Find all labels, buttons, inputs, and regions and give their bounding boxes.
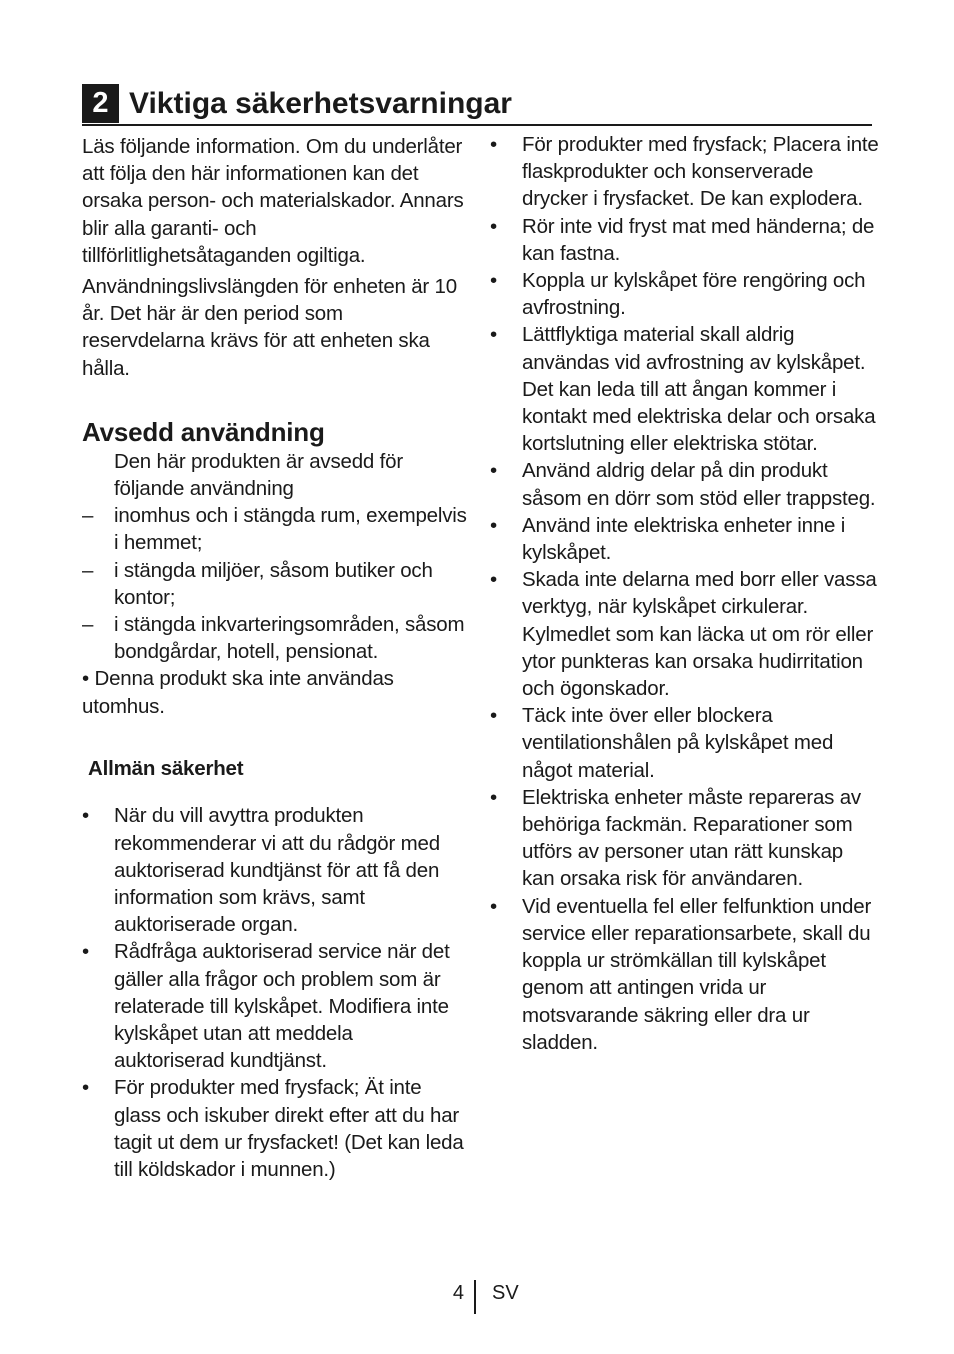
list-item-text: i stängda inkvarteringsområden, såsom bondgårdar, hotell, pensionat. <box>114 613 465 664</box>
list-item-text: inomhus och i stängda rum, exempelvis i hemmet; <box>114 504 467 555</box>
list-item-text: När du vill avyttra produkten rekommenderar vi att du rådgör med auktoriserad kundtjänst för att få den information som krävs, samt auktoriserade organ. <box>114 804 440 937</box>
bullet-marker: • <box>490 704 497 728</box>
list-item <box>490 321 880 457</box>
list-item-text: Rör inte vid fryst mat med händerna; de kan fastna. <box>522 214 875 265</box>
bullet-marker: • <box>490 133 497 156</box>
outdoor-note: • Denna produkt ska inte användas utomhus. <box>82 667 394 718</box>
list-item-text: Rådfråga auktoriserad service när det gäller alla frågor och problem som är relaterade till kylskåpet. Modifiera inte kylskåpet utan att meddela auktoriserad kundtjänst. <box>114 940 450 1073</box>
intro-paragraph: Läs följande information. Om du underlåter att följa den här informationen kan det orsaka person- och materialskador. Annars blir alla garanti- och tillförlitlighetsåtaganden ogiltiga. <box>82 135 464 267</box>
intended-use-lead: Den här produkten är avsedd för följande användning <box>114 449 403 501</box>
language-code: SV <box>492 1282 519 1304</box>
left-column <box>82 133 467 1183</box>
page-footer <box>0 1280 954 1320</box>
section-number-badge: 2 <box>82 84 119 123</box>
dash-marker: – <box>82 504 94 528</box>
bullet-marker: • <box>490 568 497 592</box>
list-item <box>490 893 880 1056</box>
list-item <box>82 611 467 665</box>
general-safety-heading: Allmän säkerhet <box>88 756 244 780</box>
bullet-marker: • <box>82 804 89 828</box>
list-item-text: För produkter med frysfack; Ät inte glass och iskuber direkt efter att du har tagit ut dem ur frysfacket! (Det kan leda till köldskador i munnen.) <box>114 1076 464 1181</box>
list-item-text: Använd inte elektriska enheter inne i kylskåpet. <box>522 513 846 565</box>
list-item <box>490 512 880 566</box>
list-item <box>82 1074 467 1183</box>
list-item <box>82 557 467 611</box>
footer-divider <box>474 1280 476 1314</box>
bullet-marker: • <box>490 459 497 483</box>
list-item <box>82 502 467 556</box>
bullet-marker: • <box>490 785 497 809</box>
list-item-text: Vid eventuella fel eller felfunktion under service eller reparationsarbete, skall du koppla ur strömkällan till kylskåpet genom att antingen vrida ur motsvarande säkring eller dra ur sladden. <box>522 894 872 1054</box>
list-item <box>490 213 880 267</box>
list-item-text: Använd aldrig delar på din produkt såsom en dörr som stöd eller trappsteg. <box>522 459 876 510</box>
list-item <box>490 702 880 784</box>
bullet-marker: • <box>82 940 89 964</box>
list-item <box>82 802 467 938</box>
list-item <box>490 784 880 893</box>
bullet-marker: • <box>490 214 497 238</box>
section-header <box>82 84 872 126</box>
list-item <box>82 938 467 1074</box>
intended-use-heading: Avsedd användning <box>82 416 325 447</box>
list-item-text: i stängda miljöer, såsom butiker och kontor; <box>114 558 433 609</box>
list-item <box>490 267 880 321</box>
intro-paragraph: Användningslivslängden för enheten är 10 år. Det här är den period som reservdelarna krävs för att enheten ska hålla. <box>82 275 457 380</box>
list-item <box>490 566 880 702</box>
dash-marker: – <box>82 558 94 582</box>
bullet-marker: • <box>490 894 497 918</box>
bullet-marker: • <box>490 269 497 293</box>
list-item-text: Skada inte delarna med borr eller vassa verktyg, när kylskåpet cirkulerar. Kylmedlet som kan läcka ut om rör eller ytor punkteras kan orsaka hudirritation och ögonskador. <box>522 568 877 701</box>
page-number: 4 <box>452 1282 464 1304</box>
bullet-marker: • <box>490 323 497 347</box>
bullet-marker: • <box>82 1076 89 1100</box>
list-item <box>490 457 880 511</box>
list-item <box>490 131 880 213</box>
right-column <box>490 131 880 1056</box>
list-item-text: Elektriska enheter måste repareras av behöriga fackmän. Reparationer som utförs av personer utan rätt kunskap kan orsaka risk för användaren. <box>522 785 861 891</box>
dash-marker: – <box>82 613 94 637</box>
list-item-text: Täck inte över eller blockera ventilationshålen på kylskåpet med något material. <box>522 704 834 782</box>
list-item-text: För produkter med frysfack; Placera inte flaskprodukter och konserverade drycker i frysfacket. De kan explodera. <box>522 133 879 211</box>
list-item-text: Lättflyktiga material skall aldrig användas vid avfrostning av kylskåpet. Det kan leda till att ångan kommer i kontakt med elektriska delar och orsaka kortslutning eller elektriska stötar. <box>522 323 876 456</box>
list-item-text: Koppla ur kylskåpet före rengöring och avfrostning. <box>522 269 866 320</box>
section-title: Viktiga säkerhetsvarningar <box>129 87 512 120</box>
bullet-marker: • <box>490 513 497 537</box>
